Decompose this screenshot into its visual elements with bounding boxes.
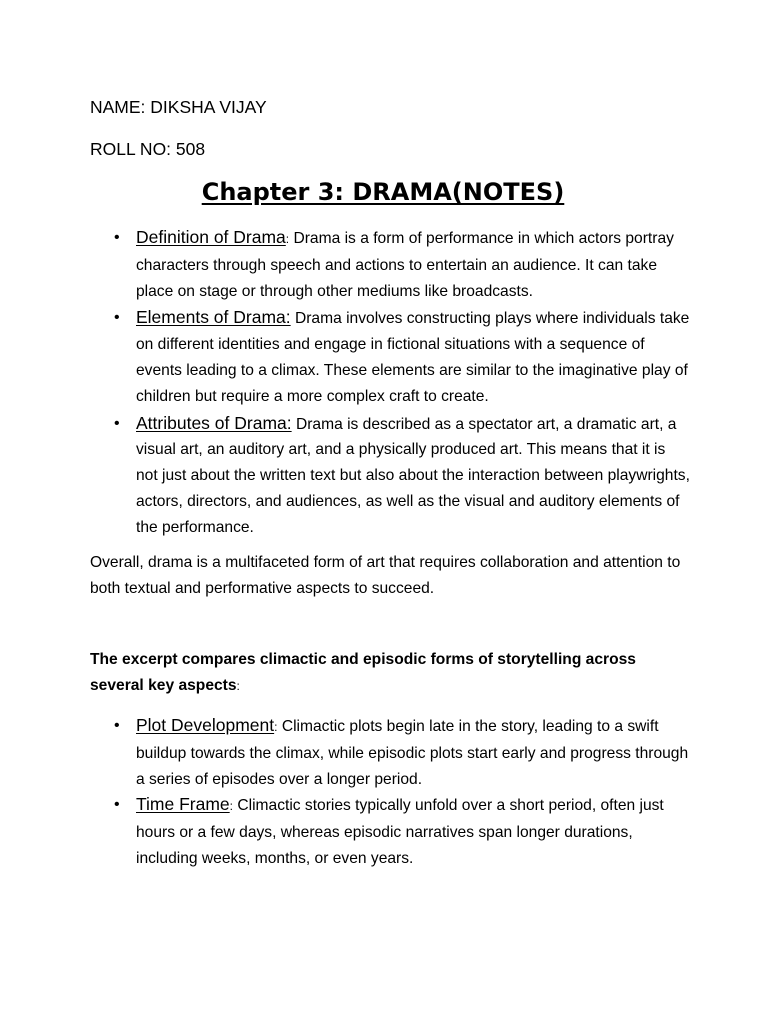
list-item [0,225,768,304]
excerpt-heading-text: The excerpt compares climactic and episodic forms of storytelling across several key aspects [90,651,636,694]
note-text: Drama is a form of performance in which actors portray characters through speech and actions to entertain an audience. It can take place on stage or through other mediums like broadcasts. [136,230,674,300]
drama-notes-list [0,225,768,541]
student-name: NAME: DIKSHA VIJAY [90,97,267,117]
bullet-icon: • [114,717,120,734]
page-title [0,176,768,208]
note-separator: : [285,232,290,246]
note-text: Drama is described as a spectator art, a dramatic art, a visual art, an auditory art, and a physically produced art. This means that it is not just about the written text but also about the interaction between playwrights, actors, directors, and audiences, as well as the visual and auditory elements of the performance. [136,415,690,536]
aspect-term: Plot Development [136,715,275,735]
aspect-text: Climactic plots begin late in the story, leading to a swift buildup towards the climax, while episodic plots start early and progress through a series of episodes over a longer period. [136,718,689,788]
summary-paragraph: Overall, drama is a multifaceted form of art that requires collaboration and attention to both textual and performative aspects to succeed. [90,554,681,597]
list-item [0,713,768,792]
aspects-list [0,713,768,872]
note-term: Attributes of Drama: [136,412,292,433]
note-text: Drama involves constructing plays where individuals take on different identities and engage in fictional situations with a sequence of events leading to a climax. These elements are similar to the imaginative play of children but require a more complex craft to create. [136,310,690,405]
bullet-icon: • [114,414,120,432]
excerpt-heading [90,647,690,700]
aspect-text: Climactic stories typically unfold over a short period, often just hours or a few days, whereas episodic narratives span longer durations, including weeks, months, or even years. [136,797,664,867]
page-title-text: Chapter 3: DRAMA(NOTES) [201,178,565,206]
list-item [0,792,768,871]
list-item [0,305,768,409]
note-term: Elements of Drama: [136,307,291,328]
list-item [0,411,768,541]
note-term: Definition of Drama [136,227,286,247]
aspect-term: Time Frame [136,794,230,815]
bullet-icon: • [114,796,120,814]
bullet-icon: • [114,229,120,246]
aspect-separator: : [274,720,278,734]
aspect-separator: : [229,799,234,814]
bullet-icon: • [114,309,120,327]
excerpt-separator: : [236,678,240,693]
roll-number: ROLL NO: 508 [90,139,206,159]
